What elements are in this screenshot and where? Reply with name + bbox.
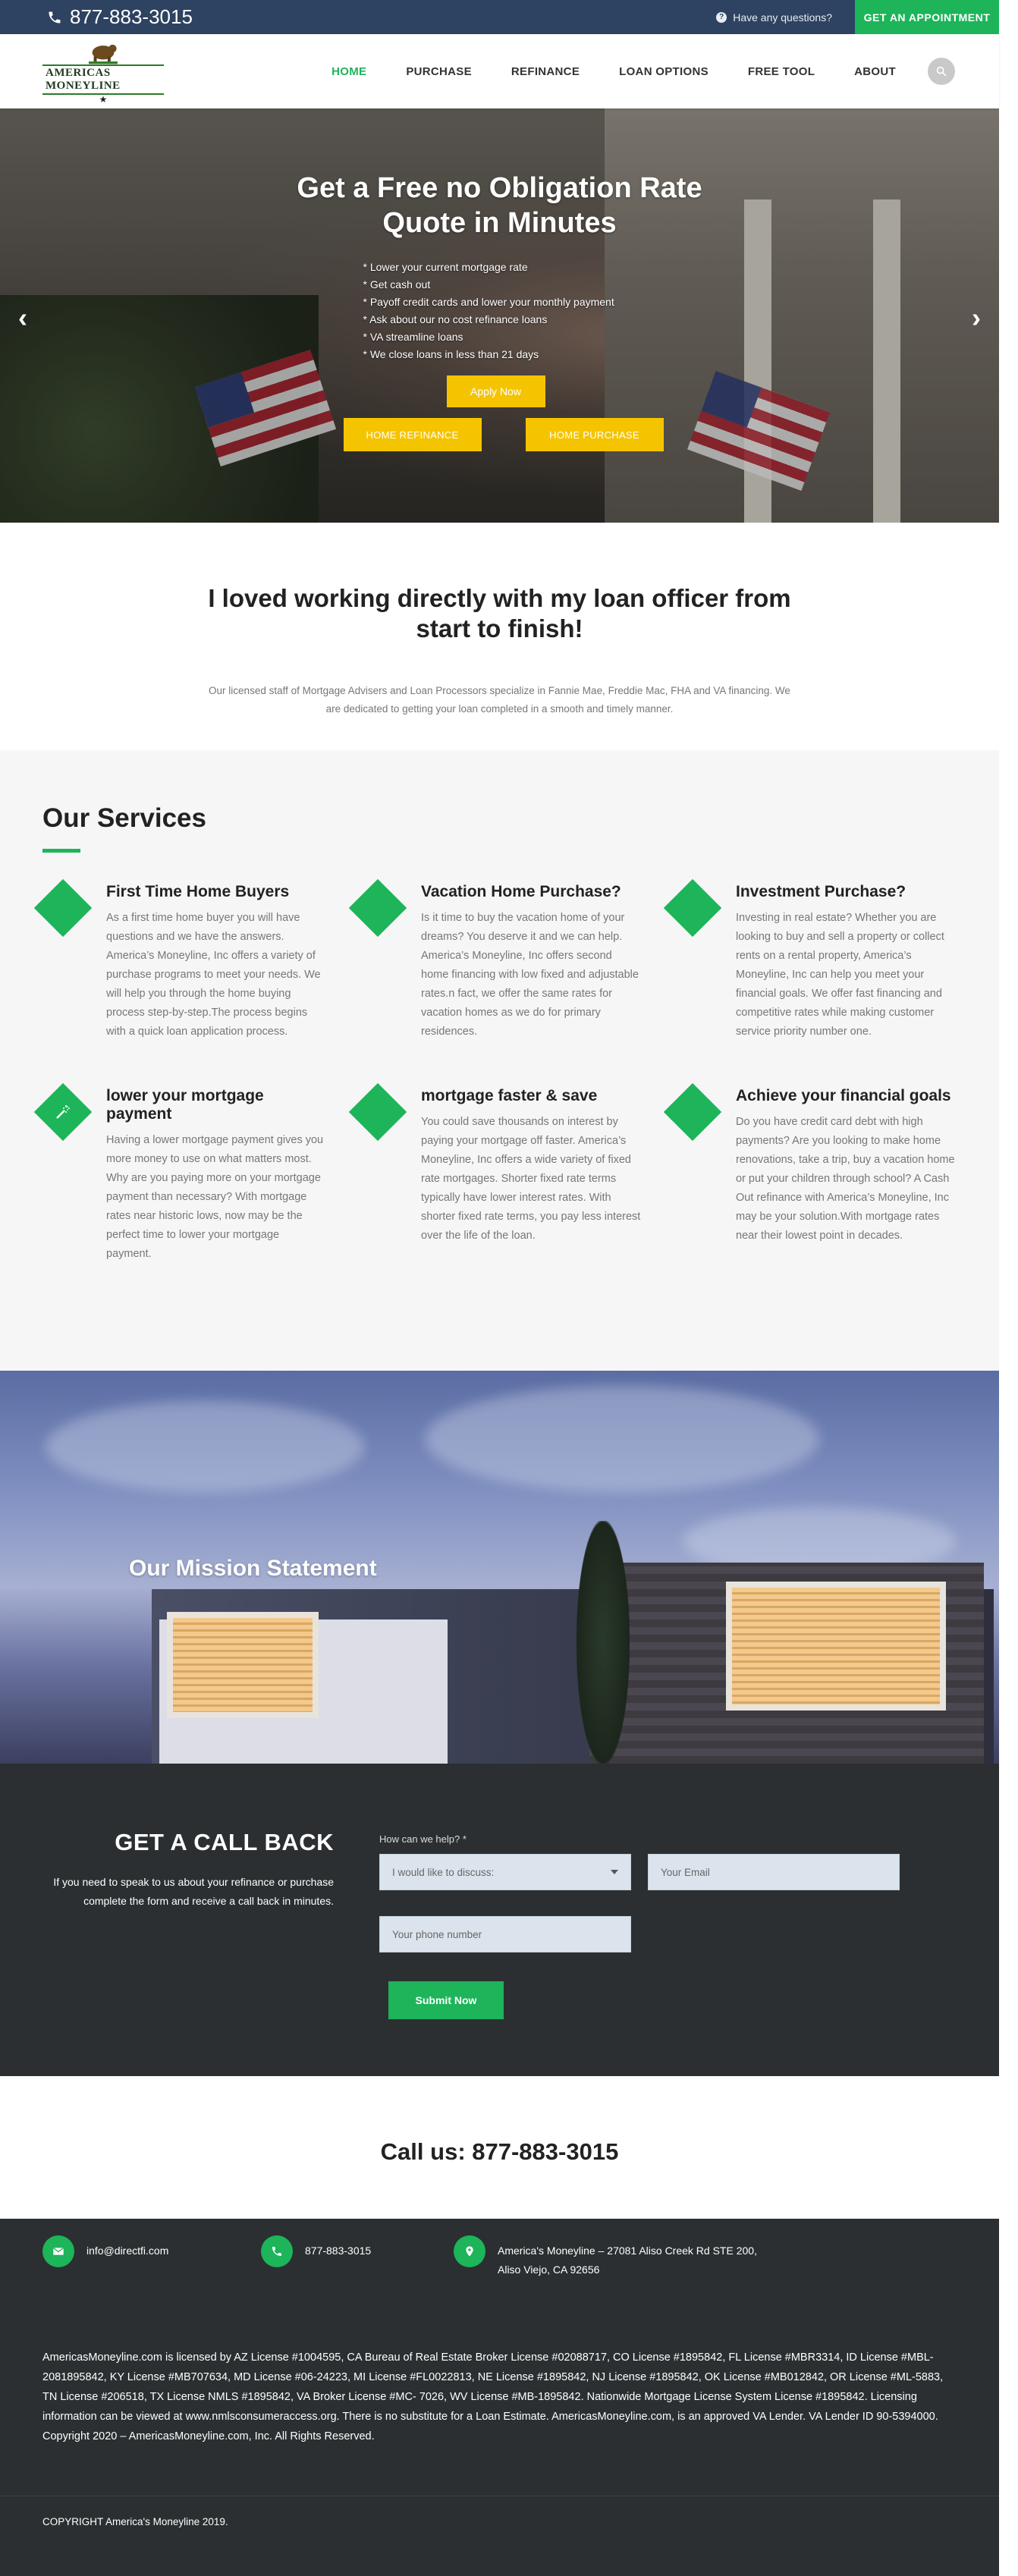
search-button[interactable] [928, 58, 955, 85]
phone-icon [47, 10, 62, 25]
mission-bg-cloud [425, 1386, 819, 1492]
email-icon [42, 2235, 74, 2267]
nav-purchase[interactable]: PURCHASE [406, 64, 472, 78]
slider-next-icon[interactable]: › [972, 302, 981, 333]
footer-phone[interactable] [261, 2235, 454, 2267]
discuss-select-value: I would like to discuss: [392, 1866, 495, 1878]
service-item [672, 883, 957, 1041]
nav-free-tool[interactable]: FREE TOOL [747, 64, 815, 78]
nav-refinance[interactable]: REFINANCE [511, 64, 580, 78]
service-title: First Time Home Buyers [106, 883, 290, 900]
phone-icon [261, 2235, 293, 2267]
help-label: How can we help? * [379, 1833, 467, 1845]
home-refinance-button[interactable]: HOME REFINANCE [344, 418, 482, 451]
questions-text: Have any questions? [733, 11, 832, 24]
diamond-icon [672, 1092, 713, 1132]
license-text: AmericasMoneyline.com is licensed by AZ License #1004595, CA Bureau of Real Estate Broker License #02088717, CO License #1895842, FL License #MBR3314, ID License #MBL-2081895842, KY License #MB707634, MD License #06-24223, MI License #FL0022813, NE License #1895842, NJ License #1895842, OK License #MB012842, OR License #ML-5883, TN License #206518, TX License NMLS #1895842, VA Broker License #MC- 7026, WV License #MB-1895842. Nationwide Mortgage License System License #1895842. Licensing information can be viewed at www.nmlsconsumeraccess.org. There is no substitute for a Loan Estimate. AmericasMoneyline.com, is an approved VA Lender. VA Lender ID 90-5394000. Copyright 2020 – AmericasMoneyline.com, Inc. All Rights Reserved. [42, 2351, 944, 2442]
phone-field[interactable] [379, 1916, 631, 1952]
services-grid [42, 883, 957, 1264]
search-icon [935, 65, 947, 77]
email-placeholder: Your Email [661, 1866, 710, 1878]
nav-links [331, 58, 955, 85]
service-item [357, 883, 642, 1041]
hero-bullet: * Ask about our no cost refinance loans [363, 313, 548, 325]
apply-now-button[interactable]: Apply Now [447, 375, 545, 407]
nav-loan-options[interactable]: LOAN OPTIONS [619, 64, 709, 78]
services-title: Our Services [42, 803, 206, 833]
top-phone[interactable] [47, 5, 193, 29]
diamond-icon [672, 887, 713, 928]
top-bar-right [716, 0, 999, 34]
callback-body: If you need to speak to us about your refinance or purchase complete the form and receive a call back in minutes. [53, 1876, 334, 1907]
star-icon: ★ [99, 94, 108, 105]
service-item [42, 883, 327, 1041]
magic-wand-glyph [54, 1103, 72, 1121]
mission-bg-window [167, 1612, 319, 1718]
service-body: Do you have credit card debt with high payments? Are you looking to make home renovations, take a trip, buy a vacation home or put your children through school? A Cash Out refinance with America’s Moneyline, Inc may be your solution.With mortgage rates near their lowest point in decades. [736, 1116, 955, 1242]
nav-about[interactable]: ABOUT [854, 64, 896, 78]
phone-glyph [271, 2245, 283, 2257]
service-item [672, 1087, 957, 1264]
right-margin [999, 0, 1018, 2502]
logo[interactable] [42, 39, 164, 104]
services-section [0, 750, 999, 1371]
phone-placeholder: Your phone number [392, 1928, 482, 1940]
question-icon: ? [716, 12, 727, 23]
services-underline [42, 849, 80, 853]
service-text [106, 1087, 327, 1264]
map-pin-icon [454, 2235, 485, 2267]
mission-bg-cloud [46, 1401, 364, 1492]
form-row [379, 1854, 910, 1890]
service-text [421, 883, 642, 1041]
callback-form [379, 1833, 910, 2019]
footer-email-text: info@directfi.com [86, 2245, 169, 2257]
envelope-glyph [52, 2245, 64, 2257]
callus-heading[interactable]: Call us: 877-883-3015 [380, 2138, 619, 2165]
home-purchase-button[interactable]: HOME PURCHASE [526, 418, 664, 451]
submit-now-button[interactable]: Submit Now [388, 1981, 504, 2019]
service-item [357, 1087, 642, 1264]
hero-bullet: * Lower your current mortgage rate [363, 261, 528, 273]
diamond-icon [357, 1092, 398, 1132]
hero-content [0, 108, 999, 523]
nav-home[interactable]: HOME [331, 64, 367, 78]
caret-down-icon [611, 1870, 618, 1874]
service-title: lower your mortgage payment [106, 1087, 264, 1123]
top-phone-number: 877-883-3015 [70, 5, 193, 28]
discuss-select[interactable] [379, 1854, 631, 1890]
slider-prev-icon[interactable]: ‹ [18, 302, 27, 333]
questions-link[interactable] [716, 11, 832, 24]
get-appointment-button[interactable]: GET AN APPOINTMENT [855, 0, 999, 34]
hero-bullet: * VA streamline loans [363, 331, 463, 343]
service-text [736, 1087, 957, 1264]
mission-title: Our Mission Statement [129, 1556, 377, 1581]
diamond-icon [42, 887, 83, 928]
callback-intro [46, 1829, 334, 1911]
footer-phone-text: 877-883-3015 [305, 2245, 372, 2257]
hero-bullet: * Payoff credit cards and lower your monthly payment [363, 296, 614, 308]
footer-address-text: America's Moneyline – 27081 Aliso Creek Rd STE 200, Aliso Viejo, CA 92656 [498, 2245, 757, 2276]
service-item [42, 1087, 327, 1264]
footer-email[interactable] [42, 2235, 261, 2267]
service-title: mortgage faster & save [421, 1087, 598, 1104]
testimonial-section [0, 523, 999, 750]
map-pin-glyph [463, 2245, 476, 2257]
service-body: Having a lower mortgage payment gives you more money to use on what matters most. Why are you paying more on your mortgage payment than necessary? With mortgage rates near historic lows, now may be the perfect time to lower your mortgage payment. [106, 1134, 324, 1260]
copyright: COPYRIGHT America's Moneyline 2019. [42, 2516, 228, 2527]
hero-bullet: * Get cash out [363, 278, 431, 291]
hero-slider [0, 108, 999, 523]
service-title: Investment Purchase? [736, 883, 906, 900]
diamond-icon [357, 887, 398, 928]
service-title: Achieve your financial goals [736, 1087, 951, 1104]
testimonial-heading: I loved working directly with my loan officer from start to finish! [208, 584, 791, 642]
footer [0, 2219, 999, 2576]
callus-section [0, 2076, 999, 2219]
service-body: As a first time home buyer you will have questions and we have the answers. America’s Moneyline, Inc offers a variety of purchase programs to meet your needs. We will help you through the home buying process step-by-step.The process begins with a quick loan application process. [106, 912, 321, 1038]
callback-title: GET A CALL BACK [115, 1829, 334, 1855]
service-body: Investing in real estate? Whether you are looking to buy and sell a property or collect rents on a rental property, America’s Moneyline, Inc can help you meet your financial goals. We offer fast financing and competitive rates while making customer service priority number one. [736, 912, 944, 1038]
service-body: You could save thousands on interest by paying your mortgage off faster. America’s Moneyline, Inc offers a wide variety of fixed rate mortgages. Shorter fixed rate terms typically have lower interest rates. With shorter fixed rate terms, you pay less interest over the life of the loan. [421, 1116, 641, 1242]
hero-buttons [344, 418, 664, 451]
service-body: Is it time to buy the vacation home of your dreams? You deserve it and we can help. America’s Moneyline, Inc offers second home financing with low fixed and adjustable rates.n fact, we offer the same rates for vacation homes as we do for primary residences. [421, 912, 639, 1038]
hero-bullets [363, 259, 667, 363]
service-text [106, 883, 327, 1041]
mission-bg-tree [577, 1521, 630, 1764]
main-nav [0, 34, 999, 108]
mission-section [0, 1371, 999, 1764]
bear-logo-icon [77, 39, 130, 64]
form-row [379, 1916, 910, 1952]
hero-title: Get a Free no Obligation Rate Quote in Minutes [297, 172, 702, 239]
service-title: Vacation Home Purchase? [421, 883, 621, 900]
top-bar [0, 0, 999, 34]
testimonial-body: Our licensed staff of Mortgage Advisers and Loan Processors specialize in Fannie Mae, Freddie Mac, FHA and VA financing. We are dedicated to getting your loan completed in a smooth and timely manner. [209, 685, 790, 715]
footer-contacts [42, 2235, 957, 2279]
service-text [421, 1087, 642, 1264]
hero-bullet: * We close loans in less than 21 days [363, 348, 539, 360]
footer-address [454, 2235, 772, 2279]
logo-text: AMERICAS MONEYLINE [42, 64, 164, 95]
mission-bg-window [726, 1582, 946, 1711]
email-field[interactable] [648, 1854, 900, 1890]
service-text [736, 883, 957, 1041]
magic-wand-icon [42, 1092, 83, 1132]
callback-section [0, 1764, 999, 2076]
